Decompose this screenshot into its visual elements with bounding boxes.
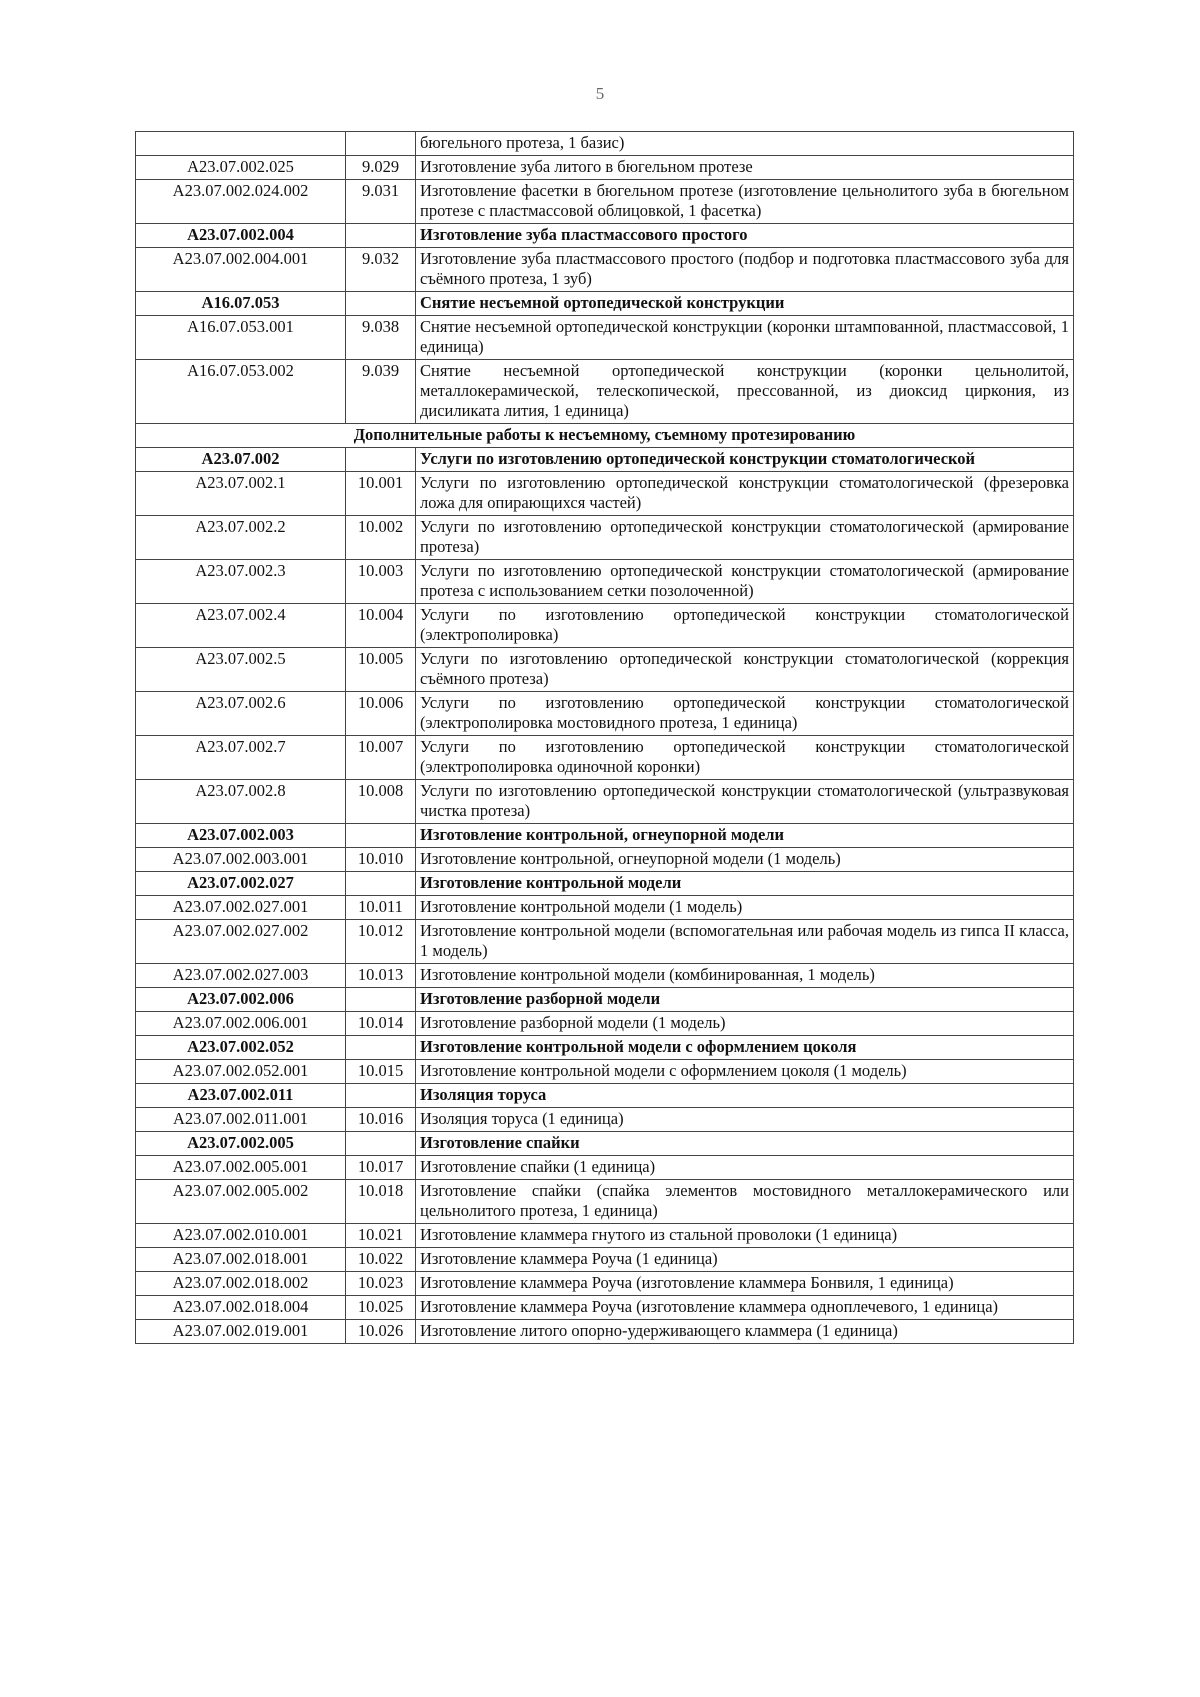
price-number [346,292,416,316]
service-code: A23.07.002.005 [136,1132,346,1156]
table-section [136,424,1074,448]
service-code: A23.07.002.8 [136,780,346,824]
service-code: A23.07.002.025 [136,156,346,180]
price-number: 10.012 [346,920,416,964]
price-number [346,448,416,472]
price-number: 10.002 [346,516,416,560]
table-row [136,1272,1074,1296]
service-description: Услуги по изготовлению ортопедической конструкции стоматологической (электрополировка) [416,604,1074,648]
service-code: A23.07.002.027.002 [136,920,346,964]
group-heading-row [136,1084,1074,1108]
service-code: A16.07.053 [136,292,346,316]
service-code: A23.07.002.006.001 [136,1012,346,1036]
service-description: Услуги по изготовлению ортопедической конструкции стоматологической (коррекция съёмного протеза) [416,648,1074,692]
price-number: 10.022 [346,1248,416,1272]
table-row [136,692,1074,736]
service-code: A23.07.002.2 [136,516,346,560]
service-code: A23.07.002.052 [136,1036,346,1060]
service-description: Изготовление литого опорно-удерживающего кламмера (1 единица) [416,1320,1074,1344]
price-number: 10.013 [346,964,416,988]
group-heading-row [136,224,1074,248]
table-row [136,896,1074,920]
table-row [136,516,1074,560]
service-code: A16.07.053.001 [136,316,346,360]
service-code: A23.07.002.003.001 [136,848,346,872]
service-description: Изготовление контрольной модели [416,872,1074,896]
service-description: Изготовление кламмера Роуча (изготовление кламмера одноплечевого, 1 единица) [416,1296,1074,1320]
service-description: Изготовление зуба пластмассового простого (подбор и подготовка пластмассового зуба для съёмного протеза, 1 зуб) [416,248,1074,292]
service-code: A16.07.053.002 [136,360,346,424]
table-row [136,316,1074,360]
service-code: A23.07.002.019.001 [136,1320,346,1344]
service-description: Снятие несъемной ортопедической конструкции (коронки штампованной, пластмассовой, 1 единица) [416,316,1074,360]
service-code: A23.07.002.4 [136,604,346,648]
service-description: Услуги по изготовлению ортопедической конструкции стоматологической (ультразвуковая чистка протеза) [416,780,1074,824]
table-row [136,1224,1074,1248]
service-description: Изготовление разборной модели (1 модель) [416,1012,1074,1036]
price-number [346,132,416,156]
service-description: Изготовление спайки (1 единица) [416,1156,1074,1180]
price-number: 10.018 [346,1180,416,1224]
service-code: A23.07.002.018.001 [136,1248,346,1272]
group-heading-row [136,824,1074,848]
price-number: 9.029 [346,156,416,180]
price-number: 10.001 [346,472,416,516]
price-number [346,224,416,248]
page-number: 5 [595,84,605,103]
table-row [136,736,1074,780]
group-heading-row [136,988,1074,1012]
price-number: 9.039 [346,360,416,424]
service-description: Услуги по изготовлению ортопедической конструкции стоматологической (фрезеровка ложа для опирающихся частей) [416,472,1074,516]
service-code: A23.07.002.011 [136,1084,346,1108]
table-row [136,472,1074,516]
service-description: Услуги по изготовлению ортопедической конструкции стоматологической (электрополировка мостовидного протеза, 1 единица) [416,692,1074,736]
service-code: A23.07.002.005.001 [136,1156,346,1180]
table-row [136,1108,1074,1132]
price-number: 10.004 [346,604,416,648]
price-number: 10.015 [346,1060,416,1084]
service-description: Изготовление кламмера Роуча (1 единица) [416,1248,1074,1272]
service-description: Изготовление контрольной модели с оформлением цоколя (1 модель) [416,1060,1074,1084]
price-number: 9.031 [346,180,416,224]
price-number [346,824,416,848]
price-number: 10.017 [346,1156,416,1180]
service-description: Изготовление спайки (спайка элементов мостовидного металлокерамического или цельнолитого протеза, 1 единица) [416,1180,1074,1224]
price-number: 10.023 [346,1272,416,1296]
service-code: A23.07.002.1 [136,472,346,516]
service-code: A23.07.002.018.002 [136,1272,346,1296]
price-number: 10.008 [346,780,416,824]
table-row [136,180,1074,224]
service-description: Изготовление контрольной модели (1 модель) [416,896,1074,920]
table-row [136,132,1074,156]
service-code: A23.07.002.027.003 [136,964,346,988]
table-row [136,1180,1074,1224]
service-code: A23.07.002.004.001 [136,248,346,292]
table-row [136,1060,1074,1084]
price-number: 9.032 [346,248,416,292]
service-code: A23.07.002.6 [136,692,346,736]
table-body-upper [136,132,1074,424]
service-description: Услуги по изготовлению ортопедической конструкции стоматологической [416,448,1074,472]
price-number [346,1084,416,1108]
service-code: A23.07.002.004 [136,224,346,248]
service-code: A23.07.002.052.001 [136,1060,346,1084]
table-row [136,848,1074,872]
price-number: 10.014 [346,1012,416,1036]
service-description: бюгельного протеза, 1 базис) [416,132,1074,156]
service-description: Изготовление зуба пластмассового простого [416,224,1074,248]
service-description: Услуги по изготовлению ортопедической конструкции стоматологической (армирование протеза) [416,516,1074,560]
service-description: Услуги по изготовлению ортопедической конструкции стоматологической (армирование протеза с использованием сетки позолоченной) [416,560,1074,604]
table-row [136,1248,1074,1272]
table-row [136,360,1074,424]
section-heading-row [136,424,1074,448]
price-number: 10.016 [346,1108,416,1132]
price-number [346,1036,416,1060]
price-number [346,872,416,896]
service-code: A23.07.002.027.001 [136,896,346,920]
table-row [136,560,1074,604]
price-number: 10.005 [346,648,416,692]
table-row [136,1296,1074,1320]
section-title: Дополнительные работы к несъемному, съемному протезированию [136,424,1074,448]
price-number: 10.010 [346,848,416,872]
table-row [136,648,1074,692]
service-description: Изготовление фасетки в бюгельном протезе (изготовление цельнолитого зуба в бюгельном протезе с пластмассовой облицовкой, 1 фасетка) [416,180,1074,224]
table-row [136,604,1074,648]
service-description: Изготовление контрольной, огнеупорной модели (1 модель) [416,848,1074,872]
price-table [135,131,1074,1344]
service-code: A23.07.002.003 [136,824,346,848]
service-description: Снятие несъемной ортопедической конструкции [416,292,1074,316]
table-row [136,248,1074,292]
price-number: 10.025 [346,1296,416,1320]
service-code: A23.07.002.010.001 [136,1224,346,1248]
service-code: A23.07.002.3 [136,560,346,604]
group-heading-row [136,292,1074,316]
price-number: 10.007 [346,736,416,780]
service-description: Изоляция торуса (1 единица) [416,1108,1074,1132]
service-code: A23.07.002.006 [136,988,346,1012]
price-number: 9.038 [346,316,416,360]
price-number: 10.011 [346,896,416,920]
service-description: Изготовление зуба литого в бюгельном протезе [416,156,1074,180]
service-description: Изготовление контрольной модели (вспомогательная или рабочая модель из гипса II класса, 1 модель) [416,920,1074,964]
service-code: A23.07.002.024.002 [136,180,346,224]
service-description: Изготовление спайки [416,1132,1074,1156]
group-heading-row [136,1132,1074,1156]
group-heading-row [136,448,1074,472]
table-row [136,1156,1074,1180]
service-description: Изготовление контрольной модели (комбинированная, 1 модель) [416,964,1074,988]
service-code: A23.07.002 [136,448,346,472]
service-description: Услуги по изготовлению ортопедической конструкции стоматологической (электрополировка одиночной коронки) [416,736,1074,780]
service-code: A23.07.002.7 [136,736,346,780]
service-code: A23.07.002.018.004 [136,1296,346,1320]
table-row [136,156,1074,180]
service-code: A23.07.002.005.002 [136,1180,346,1224]
table-row [136,1320,1074,1344]
group-heading-row [136,872,1074,896]
price-number [346,988,416,1012]
table-row [136,920,1074,964]
service-description: Изготовление кламмера Роуча (изготовление кламмера Бонвиля, 1 единица) [416,1272,1074,1296]
table-body-lower [136,448,1074,1344]
service-description: Изготовление контрольной модели с оформлением цоколя [416,1036,1074,1060]
service-description: Изготовление кламмера гнутого из стальной проволоки (1 единица) [416,1224,1074,1248]
service-code: A23.07.002.011.001 [136,1108,346,1132]
table-row [136,780,1074,824]
service-code: A23.07.002.027 [136,872,346,896]
table-row [136,964,1074,988]
price-number: 10.021 [346,1224,416,1248]
service-code: A23.07.002.5 [136,648,346,692]
service-description: Изготовление разборной модели [416,988,1074,1012]
price-number: 10.026 [346,1320,416,1344]
price-number [346,1132,416,1156]
service-code [136,132,346,156]
price-number: 10.003 [346,560,416,604]
group-heading-row [136,1036,1074,1060]
service-description: Снятие несъемной ортопедической конструкции (коронки цельнолитой, металлокерамической, телескопической, прессованной, из диоксид циркония, из дисиликата лития, 1 единица) [416,360,1074,424]
table-row [136,1012,1074,1036]
price-number: 10.006 [346,692,416,736]
service-description: Изоляция торуса [416,1084,1074,1108]
service-description: Изготовление контрольной, огнеупорной модели [416,824,1074,848]
